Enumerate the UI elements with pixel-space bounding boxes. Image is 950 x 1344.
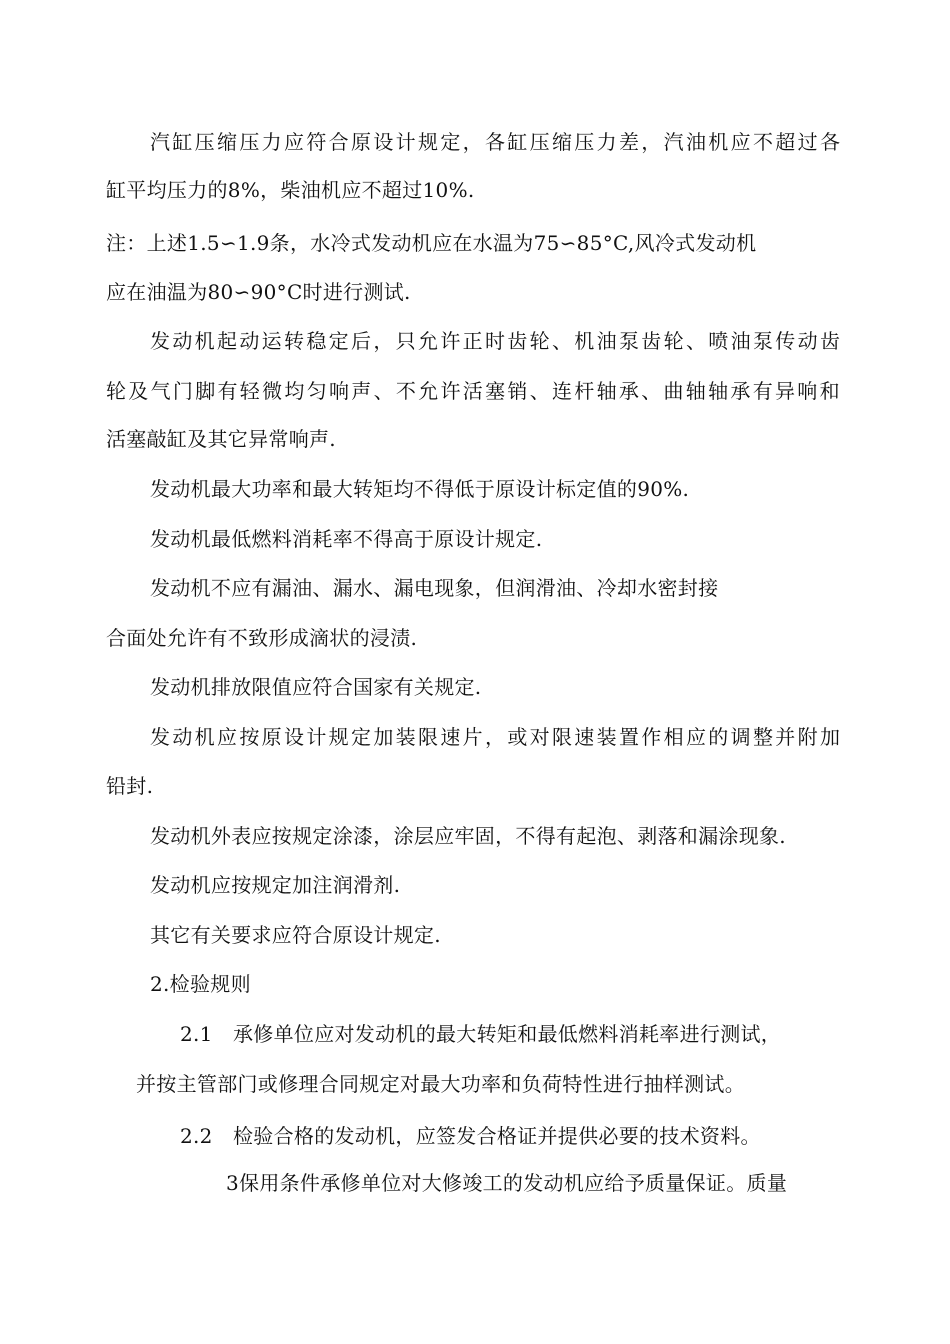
text-line: 3保用条件承修单位对大修竣工的发动机应给予质量保证。质量 bbox=[226, 1171, 788, 1195]
text-line: 注：上述1.5∽1.9条，水冷式发动机应在水温为75∽85°C,风冷式发动机 bbox=[106, 231, 757, 255]
text-line: 缸平均压力的8%，柴油机应不超过10%. bbox=[106, 178, 475, 202]
text-line: 发动机不应有漏油、漏水、漏电现象，但润滑油、冷却水密封接 bbox=[150, 576, 719, 600]
text-line: 发动机应按原设计规定加装限速片，或对限速装置作相应的调整并附加 bbox=[150, 725, 843, 749]
text-line: 2.2 检验合格的发动机，应签发合格证并提供必要的技术资料。 bbox=[180, 1124, 761, 1148]
text-line: 其它有关要求应符合原设计规定. bbox=[150, 923, 441, 947]
text-line: 应在油温为80∽90°C时进行测试. bbox=[106, 280, 411, 304]
text-line: 发动机排放限值应符合国家有关规定. bbox=[150, 675, 482, 699]
text-line: 轮及气门脚有轻微均匀响声、不允许活塞销、连杆轴承、曲轴轴承有异响和 bbox=[106, 379, 842, 403]
text-line: 2.1 承修单位应对发动机的最大转矩和最低燃料消耗率进行测试， bbox=[180, 1022, 782, 1046]
text-line: 发动机外表应按规定涂漆，涂层应牢固，不得有起泡、剥落和漏涂现象. bbox=[150, 824, 786, 848]
text-line: 发动机应按规定加注润滑剂. bbox=[150, 873, 401, 897]
text-line: 汽缸压缩压力应符合原设计规定，各缸压缩压力差，汽油机应不超过各 bbox=[150, 130, 843, 154]
text-line: 发动机起动运转稳定后，只允许正时齿轮、机油泵齿轮、喷油泵传动齿 bbox=[150, 329, 843, 353]
text-line: 活塞敲缸及其它异常响声. bbox=[106, 427, 336, 451]
text-line: 发动机最低燃料消耗率不得高于原设计规定. bbox=[150, 527, 543, 551]
section-heading: 2.检验规则 bbox=[150, 972, 251, 996]
text-line: 合面处允许有不致形成滴状的浸渍. bbox=[106, 626, 418, 650]
text-line: 发动机最大功率和最大转矩均不得低于原设计标定值的90%. bbox=[150, 477, 690, 501]
text-line: 铅封. bbox=[106, 774, 154, 798]
text-line: 并按主管部门或修理合同规定对最大功率和负荷特性进行抽样测试。 bbox=[136, 1072, 745, 1096]
